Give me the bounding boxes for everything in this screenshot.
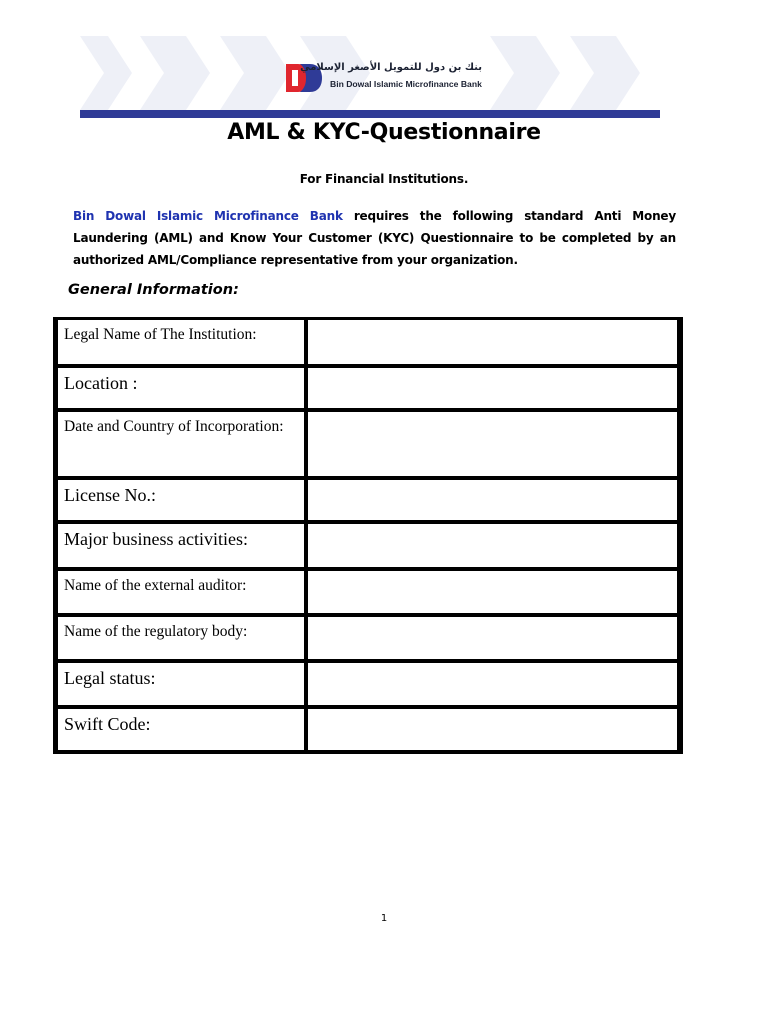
- field-value-license-no[interactable]: [307, 480, 680, 524]
- field-value-legal-status[interactable]: [307, 663, 680, 709]
- intro-text: requires the following standard Anti Money Laundering (AML) and Know Your Customer (KYC) Questionnaire to be completed by an authorized AML/Compliance representative from your organization: [73, 209, 676, 267]
- document-title: AML & KYC-Questionnaire: [227, 120, 541, 145]
- field-value-location[interactable]: [307, 368, 680, 412]
- field-label-external-auditor: Name of the external auditor:: [57, 571, 307, 617]
- field-value-incorporation[interactable]: [307, 412, 680, 480]
- table-row: [57, 709, 680, 754]
- table-row: [57, 663, 680, 709]
- table-row: [57, 480, 680, 524]
- field-label-legal-status: Legal status:: [57, 663, 307, 709]
- field-label-location: Location :: [57, 368, 307, 412]
- letterhead-banner: [80, 36, 660, 110]
- field-value-regulatory-body[interactable]: [307, 617, 680, 663]
- field-label-regulatory-body: Name of the regulatory body:: [57, 617, 307, 663]
- field-value-swift-code[interactable]: [307, 709, 680, 754]
- field-label-business-activities: Major business activities:: [57, 524, 307, 571]
- intro-paragraph: [73, 205, 676, 271]
- brand-name-english: Bin Dowal Islamic Microfinance Bank: [330, 79, 482, 89]
- document-subtitle: For Financial Institutions.: [299, 172, 469, 186]
- table-row: [57, 524, 680, 571]
- table-row: [57, 412, 680, 480]
- intro-bank-name: Bin Dowal Islamic Microfinance Bank: [73, 209, 343, 223]
- field-label-incorporation: Date and Country of Incorporation:: [57, 412, 307, 480]
- brand-name-arabic: بنك بن دول للتمويل الأصغر الإسلامي: [300, 62, 482, 73]
- table-row: [57, 617, 680, 663]
- table-row: [57, 320, 680, 368]
- field-value-legal-name[interactable]: [307, 320, 680, 368]
- field-value-business-activities[interactable]: [307, 524, 680, 571]
- table-row: [57, 571, 680, 617]
- field-label-swift-code: Swift Code:: [57, 709, 307, 754]
- field-label-license-no: License No.:: [57, 480, 307, 524]
- header-rule: [80, 110, 660, 118]
- chevron-watermark-icon: [80, 36, 660, 110]
- section-heading: General Information:: [68, 282, 239, 298]
- intro-end: .: [513, 253, 518, 267]
- field-value-external-auditor[interactable]: [307, 571, 680, 617]
- general-information-table: [53, 317, 683, 754]
- page-number: 1: [380, 913, 388, 924]
- table-row: [57, 368, 680, 412]
- field-label-legal-name: Legal Name of The Institution:: [57, 320, 307, 368]
